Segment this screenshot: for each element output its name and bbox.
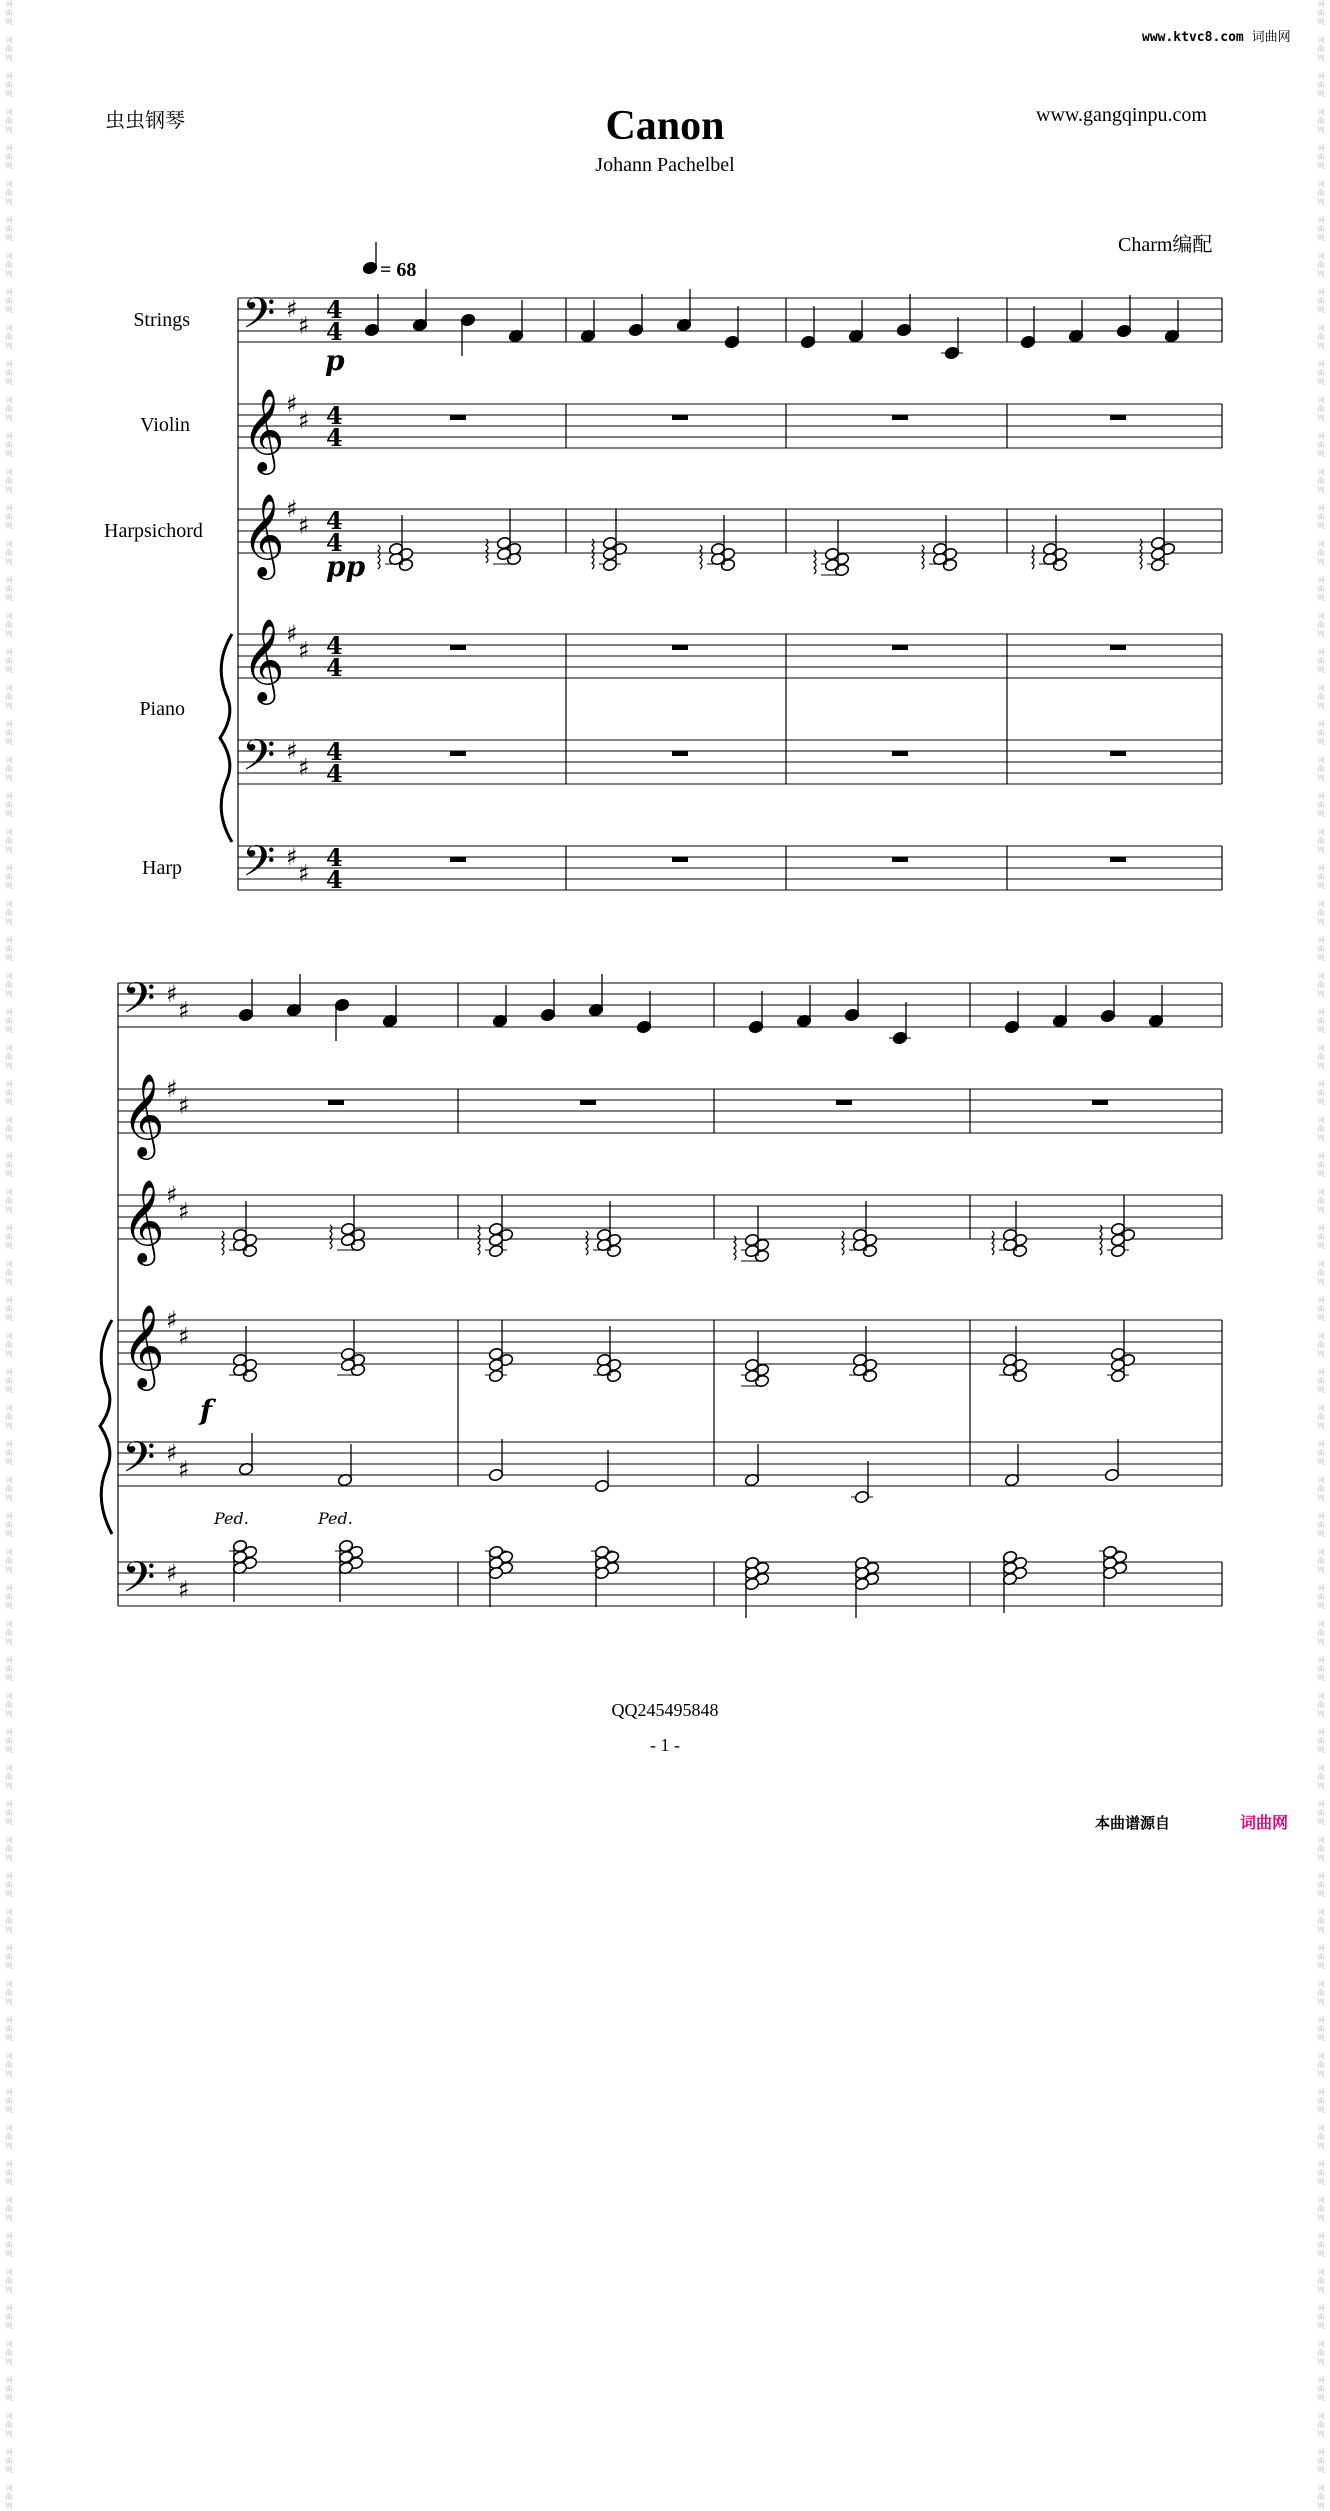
arranger: Charm编配: [1118, 234, 1213, 256]
treble-clef: 𝄞: [242, 492, 285, 576]
tempo-mark: = 68: [380, 259, 417, 281]
sharp-sign: ♯: [286, 620, 298, 648]
time-signature-top: 4: [326, 506, 343, 535]
arpeggio-mark: [222, 1231, 224, 1255]
instrument-label-piano: Piano: [139, 698, 185, 720]
sharp-sign: ♯: [166, 1559, 178, 1587]
arpeggio-mark: [378, 545, 380, 569]
arpeggio-mark: [734, 1236, 736, 1260]
time-signature-bottom: 4: [326, 653, 343, 682]
time-signature-top: 4: [326, 843, 343, 872]
bass-clef: 𝄢: [242, 837, 276, 897]
site-url[interactable]: www.gangqinpu.com: [1036, 104, 1207, 126]
whole-rest: [892, 751, 908, 756]
arpeggio-mark: [592, 539, 594, 569]
whole-rest: [892, 415, 908, 420]
sharp-sign: ♯: [166, 1181, 178, 1209]
arpeggio-mark: [922, 545, 924, 569]
right-watermark-strip: 词 曲 网 词 曲 网 词 曲 网 词 曲 网 词 曲 网 词 曲 网 词 曲 网 词 曲 网 词 曲 网 词 曲 网 词 曲 网 词 曲 网 词 曲 网 词 曲 网 词 曲 网 词 曲 网 词 曲 网 词 曲 网 词 曲 网 词 曲 网 词 曲 网 词 曲 网 词 曲 网 词 曲 网 词 曲 网 词 曲 网 词 曲 网 词 曲 网 词 曲 网 词 曲 网 词 曲 网 词 曲 网 词 曲 网 词 曲 网 词 曲 网 词 曲 网 词 曲 网 词 曲 网 词 曲 网 词 曲 网 词 曲 网 词 曲 网 词 曲 网 词 曲 网 词 曲 网 词 曲 网 词 曲 网 词 曲 网 词 曲 网 词 曲 网 词 曲 网 词 曲 网 词 曲 网 词 曲 网 词 曲 网 词 曲 网 词 曲 网 词 曲 网 词 曲 网 词 曲 网 词 曲 网 词 曲 网 词 曲 网 词 曲 网 词 曲 网 词 曲 网 词 曲 网 词 曲 网 词 曲 网 词 曲 网: [1317, 0, 1325, 2510]
time-signature-bottom: 4: [326, 759, 343, 788]
treble-clef: 𝄞: [122, 1178, 165, 1262]
instrument-label-violin: Violin: [140, 414, 190, 436]
piano-brace: [220, 634, 232, 842]
arpeggio-mark: [486, 539, 488, 563]
sharp-sign: ♯: [166, 1306, 178, 1334]
sharp-sign: ♯: [166, 1075, 178, 1103]
whole-rest: [1110, 645, 1126, 650]
site-name: 虫虫钢琴: [105, 110, 185, 132]
sharp-sign: ♯: [178, 996, 190, 1025]
whole-rest: [1092, 1100, 1108, 1105]
time-signature-bottom: 4: [326, 317, 343, 346]
instrument-label-harpsichord: Harpsichord: [104, 520, 203, 542]
left-watermark-strip: 词 曲 网 词 曲 网 词 曲 网 词 曲 网 词 曲 网 词 曲 网 词 曲 网 词 曲 网 词 曲 网 词 曲 网 词 曲 网 词 曲 网 词 曲 网 词 曲 网 词 曲 网 词 曲 网 词 曲 网 词 曲 网 词 曲 网 词 曲 网 词 曲 网 词 曲 网 词 曲 网 词 曲 网 词 曲 网 词 曲 网 词 曲 网 词 曲 网 词 曲 网 词 曲 网 词 曲 网 词 曲 网 词 曲 网 词 曲 网 词 曲 网 词 曲 网 词 曲 网 词 曲 网 词 曲 网 词 曲 网 词 曲 网 词 曲 网 词 曲 网 词 曲 网 词 曲 网 词 曲 网 词 曲 网 词 曲 网 词 曲 网 词 曲 网 词 曲 网 词 曲 网 词 曲 网 词 曲 网 词 曲 网 词 曲 网 词 曲 网 词 曲 网 词 曲 网 词 曲 网 词 曲 网 词 曲 网 词 曲 网 词 曲 网 词 曲 网 词 曲 网 词 曲 网 词 曲 网 词 曲 网 词 曲 网: [5, 0, 13, 2510]
sharp-sign: ♯: [178, 1575, 190, 1604]
pedal-mark: Ped.: [214, 1509, 249, 1528]
pedal-mark: Ped.: [318, 1509, 353, 1528]
sharp-sign: ♯: [286, 390, 298, 418]
page-title: Canon: [605, 103, 725, 149]
sharp-sign: ♯: [178, 1322, 190, 1351]
sharp-sign: ♯: [298, 406, 310, 435]
whole-rest: [450, 751, 466, 756]
arpeggio-mark: [1100, 1225, 1102, 1255]
time-signature-top: 4: [326, 401, 343, 430]
arpeggio-mark: [1140, 539, 1142, 569]
whole-rest: [1110, 751, 1126, 756]
time-signature-bottom: 4: [326, 865, 343, 894]
treble-clef: 𝄞: [242, 617, 285, 701]
whole-rest: [892, 645, 908, 650]
time-signature-top: 4: [326, 737, 343, 766]
treble-clef: 𝄞: [122, 1072, 165, 1156]
whole-rest: [450, 857, 466, 862]
brand-logo: 词曲网: [1240, 1813, 1289, 1832]
sharp-sign: ♯: [166, 980, 178, 1008]
dynamic-mark: pp: [326, 550, 366, 583]
sharp-sign: ♯: [178, 1455, 190, 1484]
page-number: - 1 -: [650, 1735, 680, 1755]
sharp-sign: ♯: [298, 511, 310, 540]
bass-clef: 𝄢: [242, 289, 276, 349]
dynamic-mark: f: [200, 1394, 213, 1427]
time-signature-bottom: 4: [326, 423, 343, 452]
whole-rest: [672, 857, 688, 862]
composer: Johann Pachelbel: [595, 154, 735, 176]
qq-contact: QQ245495848: [611, 1700, 719, 1720]
arpeggio-mark: [586, 1231, 588, 1255]
arpeggio-mark: [992, 1231, 994, 1255]
arpeggio-mark: [814, 550, 816, 574]
whole-rest: [328, 1100, 344, 1105]
piano-brace: [100, 1320, 112, 1534]
whole-rest: [672, 751, 688, 756]
sharp-sign: ♯: [298, 311, 310, 340]
whole-rest: [1110, 415, 1126, 420]
whole-rest: [450, 645, 466, 650]
whole-rest: [580, 1100, 596, 1105]
arpeggio-mark: [700, 545, 702, 569]
bass-clef: 𝄢: [242, 731, 276, 791]
whole-rest: [450, 415, 466, 420]
instrument-label-strings: Strings: [133, 309, 190, 331]
sharp-sign: ♯: [298, 636, 310, 665]
whole-rest: [1110, 857, 1126, 862]
sharp-sign: ♯: [166, 1439, 178, 1467]
sharp-sign: ♯: [298, 753, 310, 782]
sharp-sign: ♯: [178, 1197, 190, 1226]
treble-clef: 𝄞: [122, 1303, 165, 1387]
arpeggio-mark: [478, 1225, 480, 1255]
time-signature-top: 4: [326, 631, 343, 660]
time-signature-top: 4: [326, 295, 343, 324]
sharp-sign: ♯: [298, 859, 310, 888]
whole-rest: [836, 1100, 852, 1105]
whole-rest: [672, 645, 688, 650]
treble-clef: 𝄞: [242, 387, 285, 471]
arpeggio-mark: [842, 1231, 844, 1255]
bass-clef: 𝄢: [122, 974, 156, 1034]
sharp-sign: ♯: [286, 495, 298, 523]
top-url[interactable]: www.ktvc8.com 词曲网: [1142, 30, 1291, 45]
sharp-sign: ♯: [178, 1091, 190, 1120]
bass-clef: 𝄢: [122, 1433, 156, 1493]
sharp-sign: ♯: [286, 843, 298, 871]
source-note: 本曲谱源自: [1095, 1814, 1171, 1832]
arpeggio-mark: [1032, 545, 1034, 569]
sharp-sign: ♯: [286, 295, 298, 323]
arpeggio-mark: [330, 1225, 332, 1249]
whole-rest: [672, 415, 688, 420]
sharp-sign: ♯: [286, 737, 298, 765]
bass-clef: 𝄢: [122, 1553, 156, 1613]
instrument-label-harp: Harp: [142, 857, 182, 879]
whole-rest: [892, 857, 908, 862]
time-signature-bottom: 4: [326, 528, 343, 557]
dynamic-mark: p: [325, 344, 345, 377]
